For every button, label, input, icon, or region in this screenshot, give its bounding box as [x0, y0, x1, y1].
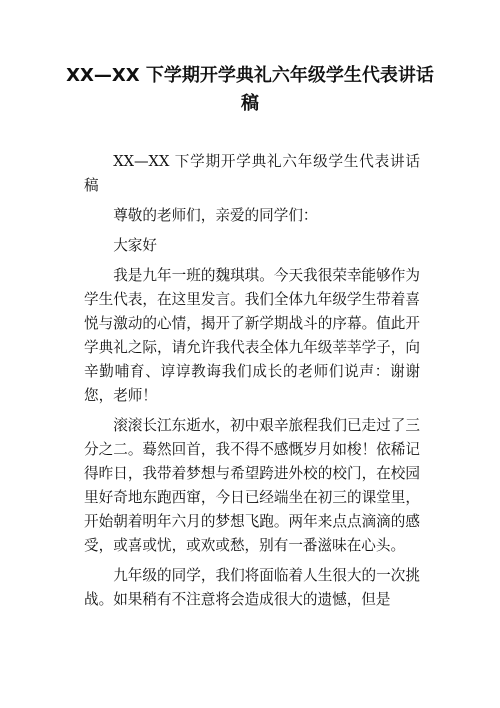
document-title: XX—XX 下学期开学典礼六年级学生代表讲话稿	[66, 65, 434, 114]
paragraph-challenge: 九年级的同学，我们将面临着人生很大的一次挑战。如果稍有不注意将会造成很大的遗憾，但是	[84, 567, 420, 608]
paragraph-reflection: 滚滚长江东逝水，初中艰辛旅程我们已走过了三分之二。蓦然回首，我不得不感慨岁月如梭！依稀记得昨日，我带着梦想与希望跨进外校的校门，在校园里好奇地东跑西窜，今日已经端坐在初三的课堂里，开始朝着明年六月的梦想飞跑。两年来点点滴滴的感受，或喜或忧，或欢或愁，别有一番滋味在心头。	[84, 417, 420, 554]
document-body	[84, 150, 420, 618]
paragraph-introduction: 我是九年一班的魏琪琪。今天我很荣幸能够作为学生代表，在这里发言。我们全体九年级学生带着喜悦与激动的心情，揭开了新学期战斗的序幕。值此开学典礼之际，请允许我代表全体九年级莘莘学子，向辛勤哺育、谆谆教诲我们成长的老师们说声：谢谢您，老师！	[84, 267, 420, 404]
paragraph-heading: XX—XX 下学期开学典礼六年级学生代表讲话稿	[84, 153, 420, 194]
paragraph-greeting: 大家好	[113, 237, 157, 254]
paragraph-salutation: 尊敬的老师们，亲爱的同学们：	[113, 207, 318, 224]
